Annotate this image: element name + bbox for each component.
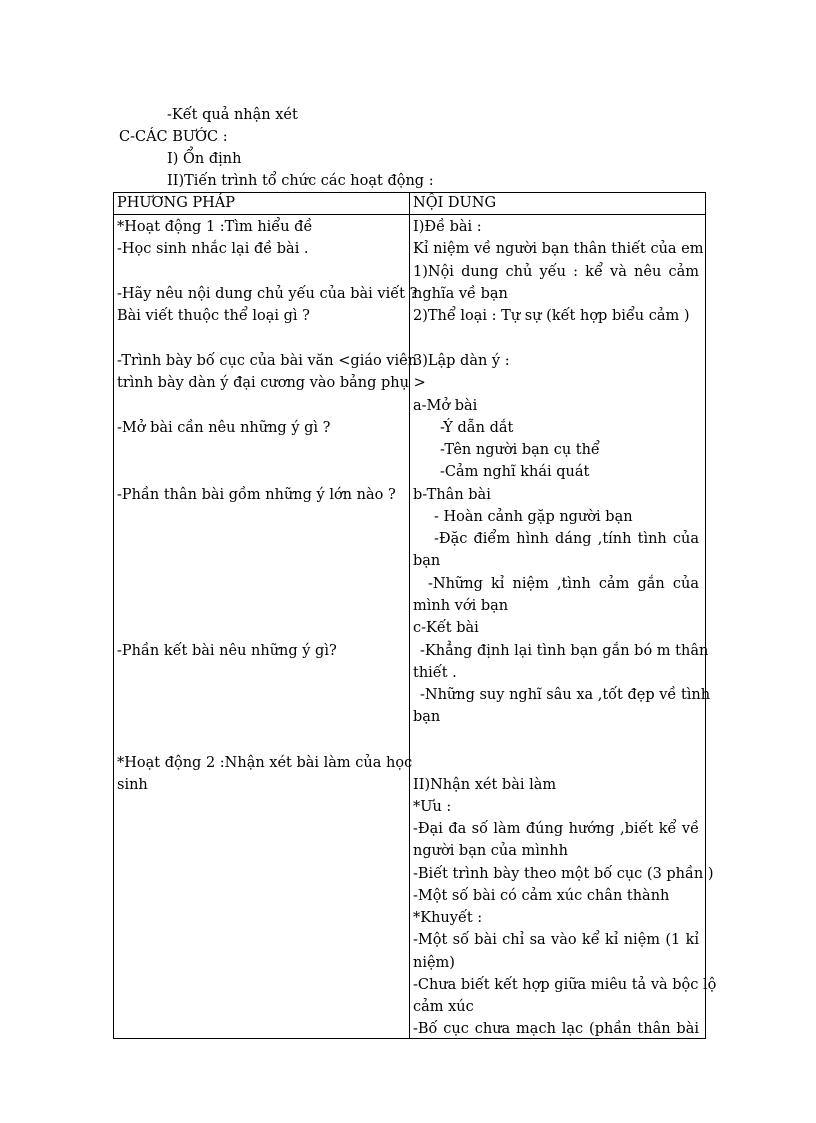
content-line: 2)Thể loại : Tự sự (kết hợp biểu cảm ) xyxy=(413,308,690,324)
content-line: -Một số bài chỉ sa vào kể kỉ niệm (1 kỉ xyxy=(413,932,699,948)
section-steps-heading: C-CÁC BƯỚC : xyxy=(119,129,228,145)
content-line: -Cảm nghĩ khái quát xyxy=(440,464,590,480)
content-line: nghĩa về bạn xyxy=(413,286,508,302)
content-line: -Những kỉ niệm ,tình cảm gắn của xyxy=(428,576,699,592)
content-line: c-Kết bài xyxy=(413,620,479,636)
content-line: -Chưa biết kết hợp giữa miêu tả và bộc lộ xyxy=(413,977,717,993)
content-line: cảm xúc xyxy=(413,999,474,1015)
content-line: -Biết trình bày theo một bố cục (3 phần ) xyxy=(413,866,714,882)
content-line: mình với bạn xyxy=(413,598,509,614)
content-line: -Đại đa số làm đúng hướng ,biết kể về xyxy=(413,821,699,837)
content-line: 1)Nội dung chủ yếu : kể và nêu cảm xyxy=(413,264,699,280)
content-line: - Hoàn cảnh gặp người bạn xyxy=(434,509,633,525)
method-line: -Học sinh nhắc lại đề bài . xyxy=(117,241,309,257)
content-line: *Khuyết : xyxy=(413,910,483,926)
content-line: người bạn của mìnhh xyxy=(413,843,568,859)
content-line: Kỉ niệm về người bạn thân thiết của em xyxy=(413,241,704,257)
content-line: -Ý dẫn dắt xyxy=(440,420,514,436)
content-line: *Ưu : xyxy=(413,799,452,815)
content-line: -Một số bài có cảm xúc chân thành xyxy=(413,888,670,904)
method-line: -Phần thân bài gồm những ý lớn nào ? xyxy=(117,487,396,503)
lesson-table xyxy=(113,192,717,1039)
content-line: a-Mở bài xyxy=(413,398,478,414)
content-cell xyxy=(410,215,717,1039)
header-content: NỘI DUNG xyxy=(410,193,706,215)
content-line: -Tên người bạn cụ thể xyxy=(440,442,600,458)
step-stabilize: I) Ổn định xyxy=(167,151,242,167)
content-line: bạn xyxy=(413,709,441,725)
method-line: -Hãy nêu nội dung chủ yếu của bài viết ? xyxy=(117,286,418,302)
table-header-row xyxy=(114,193,706,215)
content-line: -Bố cục chưa mạch lạc (phần thân bài xyxy=(413,1021,699,1037)
method-line: Bài viết thuộc thể loại gì ? xyxy=(117,308,310,324)
content-line: 3)Lập dàn ý : xyxy=(413,353,510,369)
header-method: PHƯƠNG PHÁP xyxy=(114,193,410,215)
method-line: trình bày dàn ý đại cương vào bảng phụ > xyxy=(117,375,426,391)
content-line: -Đặc điểm hình dáng ,tính tình của xyxy=(434,531,699,547)
content-line: niệm) xyxy=(413,955,455,971)
method-line: -Phần kết bài nêu những ý gì? xyxy=(117,643,337,659)
content-line: -Những suy nghĩ sâu xa ,tốt đẹp về tình xyxy=(420,687,711,703)
method-line: *Hoạt động 2 :Nhận xét bài làm của học xyxy=(117,755,413,771)
content-line: thiết . xyxy=(413,665,457,681)
content-line: II)Nhận xét bài làm xyxy=(413,777,557,793)
step-activities: II)Tiến trình tổ chức các hoạt động : xyxy=(167,173,434,189)
content-line: -Khẳng định lại tình bạn gắn bó m thân xyxy=(420,643,709,659)
method-line: -Trình bày bố cục của bài văn <giáo viên xyxy=(117,353,418,369)
table-body-row xyxy=(114,215,706,1039)
method-cell xyxy=(114,215,426,1039)
content-line: bạn xyxy=(413,553,441,569)
intro-result-line: -Kết quả nhận xét xyxy=(167,107,298,123)
method-line: sinh xyxy=(117,777,148,793)
content-line: I)Đề bài : xyxy=(413,219,482,235)
method-line: -Mở bài cần nêu những ý gì ? xyxy=(117,420,331,436)
content-line: b-Thân bài xyxy=(413,487,491,503)
method-line: *Hoạt động 1 :Tìm hiểu đề xyxy=(117,219,313,235)
